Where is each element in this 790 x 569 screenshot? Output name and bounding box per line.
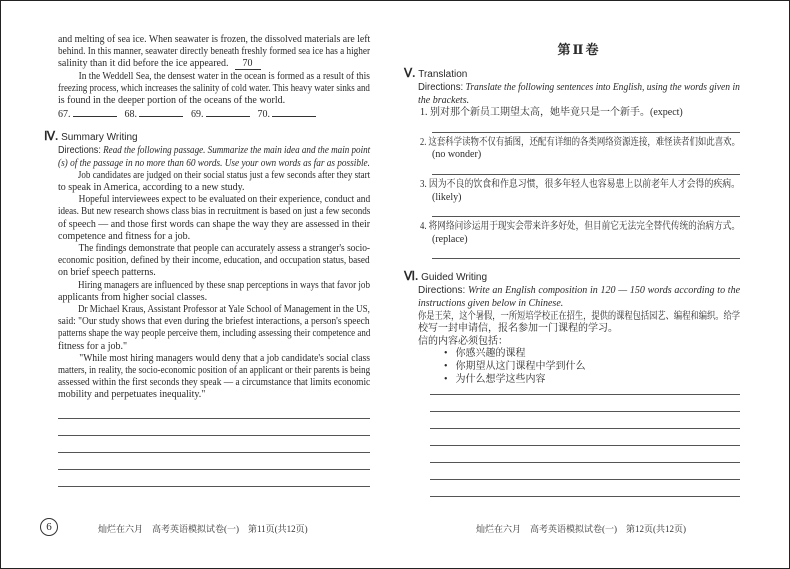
- directions-line: [58, 145, 371, 157]
- translation-sentence: [420, 107, 740, 120]
- bullet-icon: •: [444, 348, 448, 360]
- text-line: Hopeful interviewees expect to be evaluated on their experience, conduct and: [78, 194, 371, 206]
- directions-label: Directions:: [418, 285, 466, 297]
- section-title: Guided Writing: [421, 272, 488, 284]
- passage-paragraph: [58, 71, 370, 108]
- passage-paragraph: [58, 194, 370, 243]
- passage-paragraph: [58, 304, 370, 353]
- section-numeral: Ⅳ.: [44, 129, 59, 144]
- directions-line: [418, 285, 740, 298]
- passage-paragraph: [58, 170, 370, 194]
- text-line: and melting of sea ice. When seawater is frozen, the dissolved materials are left: [58, 34, 371, 45]
- section-title: Translation: [418, 69, 468, 80]
- section-6-heading: [404, 269, 740, 285]
- prompt-line: 校写一封申请信，报名参加一门课程的学习。: [418, 323, 618, 335]
- bullet-item: [418, 348, 740, 361]
- answer-blank-field[interactable]: [206, 107, 250, 117]
- item-number: 1.: [420, 107, 428, 119]
- directions-text: Write an English composition in 120 — 150 words according to the: [467, 285, 741, 297]
- footer-right: 灿烂在六月 高考英语模拟试卷(一) 第12页(共12页): [476, 524, 686, 534]
- blank-70: 70: [235, 58, 261, 70]
- translation-item: [418, 107, 740, 133]
- answer-line[interactable]: [432, 132, 740, 133]
- answer-blank-field[interactable]: [73, 107, 117, 117]
- answer-blank-label: 68.: [124, 109, 137, 121]
- text-line: assessed within the first seconds they speak — a circumstance that limits economic: [58, 377, 371, 389]
- item-hint: (replace): [432, 233, 468, 245]
- translation-sentence: [420, 178, 741, 192]
- text-line: applicants from higher social classes.: [58, 291, 208, 303]
- item-number: 2.: [420, 136, 427, 148]
- prompt-line: 信的内容必须包括：: [418, 335, 508, 347]
- bullet-text: 你感兴趣的课程: [455, 348, 526, 360]
- directions-line: [58, 157, 370, 170]
- item-text: 这套科学读物不仅有插图，还配有详细的各类网络资源连接，难怪读者们如此喜欢。: [428, 136, 740, 148]
- text-line: is found in the deeper portion of the oceans of the world.: [58, 95, 286, 107]
- text-line: matters, in reality, the socio-economic position of an applicant or their parents is being: [58, 365, 371, 377]
- section-4-directions: [58, 145, 370, 169]
- writing-line[interactable]: [58, 418, 370, 419]
- writing-prompt: [418, 311, 740, 349]
- text-line: patterns shape the way people perceive them, including assessing their competence and: [58, 328, 371, 340]
- writing-line[interactable]: [430, 394, 740, 395]
- answer-line[interactable]: [432, 258, 740, 259]
- text-line-content: salinity than it did before the ice appeared.: [58, 58, 229, 70]
- passage-paragraph: [58, 280, 370, 304]
- text-line: to speak in America, according to a new study.: [58, 182, 245, 194]
- section-4-heading: [44, 129, 370, 145]
- directions-line: [418, 298, 740, 311]
- answer-blank-field[interactable]: [139, 107, 183, 117]
- item-text: 将网络问诊运用于现实会带来许多好处，但目前它无法完全替代传统的治病方式。: [428, 221, 741, 233]
- text-line: behind. In this manner, seawater directly beneath freshly formed sea ice has a higher: [58, 46, 371, 58]
- answer-blank-label: 70.: [257, 109, 270, 121]
- translation-item: [418, 137, 740, 175]
- writing-line[interactable]: [430, 496, 740, 497]
- item-number: 3.: [420, 178, 427, 190]
- text-line: The findings demonstrate that people can accurately assess a stranger's socio-: [78, 243, 371, 255]
- writing-bullets: [418, 348, 740, 386]
- writing-line[interactable]: [430, 462, 740, 463]
- writing-line[interactable]: [58, 435, 370, 436]
- item-number: 4.: [420, 221, 427, 233]
- answer-blank-field[interactable]: [272, 107, 316, 117]
- section-6-directions: [418, 285, 740, 310]
- text-line: said: "Our study shows that even during the briefest interactions, a person's speech: [58, 316, 370, 328]
- text-line: Hiring managers are influenced by these snap perceptions in ways that favor job: [78, 279, 371, 291]
- text-line: Dr Michael Kraus, Assistant Professor at Yale School of Management in the US,: [77, 304, 370, 316]
- bullet-icon: •: [444, 360, 448, 372]
- page-badge: 6: [40, 518, 58, 536]
- directions-label: Directions:: [58, 145, 101, 157]
- footer-left: 灿烂在六月 高考英语模拟试卷(一) 第11页(共12页): [98, 524, 308, 534]
- text-line: ideas. But new research shows class bias in recruitment is based on just a few seconds: [58, 206, 371, 218]
- answer-lines: [58, 418, 370, 487]
- writing-line[interactable]: [430, 428, 740, 429]
- section-5-directions: [418, 82, 740, 107]
- bullet-icon: •: [444, 373, 448, 385]
- answer-blank-label: 67.: [58, 109, 71, 121]
- text-line: mobility and perpetuates inequality.": [58, 389, 206, 401]
- passage-paragraph: [58, 353, 370, 402]
- answer-lines: [418, 394, 740, 497]
- section-5-heading: [404, 66, 740, 82]
- passage-paragraph: [58, 243, 370, 280]
- answer-blank-label: 69.: [191, 109, 204, 121]
- text-line: fitness for a job.": [58, 340, 128, 352]
- directions-text: (s) of the passage in no more than 60 words. Use your own words as far as possible.: [58, 157, 370, 169]
- item-hint: (no wonder): [432, 149, 482, 161]
- bullet-text: 为什么想学这些内容: [455, 373, 546, 385]
- prompt-line: 你是王荣，这个暑假，一所短培学校正在招生，提供的课程包括园艺、编程和编织。给学: [418, 310, 740, 322]
- text-line: [58, 58, 370, 70]
- writing-line[interactable]: [430, 445, 740, 446]
- answer-line[interactable]: [432, 174, 740, 175]
- item-text: 别对那个新员工期望太高，她毕竟只是一个新手。(expect): [430, 107, 683, 119]
- left-page: [44, 34, 371, 503]
- section-title: Summary Writing: [61, 132, 138, 144]
- bullet-text: 你期望从这门课程中学到什么: [455, 360, 586, 372]
- answer-line[interactable]: [432, 216, 740, 217]
- translation-item: [418, 221, 740, 259]
- translation-items: [418, 107, 740, 259]
- bullet-item: [418, 374, 740, 387]
- text-line: Job candidates are judged on their social status just a few seconds after they start: [77, 169, 371, 181]
- directions-line: [418, 82, 740, 95]
- translation-item: [418, 179, 740, 217]
- writing-line[interactable]: [58, 469, 370, 470]
- directions-label: Directions:: [418, 82, 464, 93]
- writing-line[interactable]: [430, 479, 740, 480]
- passage-end: [58, 34, 370, 71]
- writing-line[interactable]: [430, 411, 740, 412]
- directions-text: Translate the following sentences into English, using the words given in: [465, 82, 740, 93]
- item-text: 因为不良的饮食和作息习惯，很多年轻人也容易患上以前老年人才会得的疾病。: [428, 178, 741, 190]
- section-numeral: Ⅴ.: [404, 66, 416, 80]
- writing-line[interactable]: [58, 486, 370, 487]
- answer-blanks: [58, 107, 370, 121]
- directions-text: instructions given below in Chinese.: [418, 297, 564, 309]
- text-line: freezing process, which increases the salinity of cold water. This heavy water sinks and: [58, 82, 370, 94]
- section-numeral: Ⅵ.: [404, 269, 419, 284]
- text-line: economic position, defined by their income, education, and occupation status, based: [58, 255, 370, 267]
- bullet-item: [418, 361, 740, 374]
- writing-line[interactable]: [58, 452, 370, 453]
- text-line: In the Weddell Sea, the densest water in the ocean is formed as a result of this: [78, 70, 370, 82]
- text-line: competence and fitness for a job.: [58, 230, 191, 242]
- translation-sentence: [420, 221, 741, 234]
- directions-line: [418, 95, 740, 108]
- directions-text: Read the following passage. Summarize the main idea and the main point: [103, 145, 371, 157]
- text-line: on brief speech patterns.: [58, 267, 156, 279]
- item-hint: (likely): [432, 191, 462, 203]
- summary-passage: [58, 170, 370, 402]
- directions-text: the brackets.: [418, 94, 470, 106]
- text-line: "While most hiring managers would deny that a job candidate's social class: [79, 352, 371, 364]
- part-title: 第Ⅱ卷: [557, 42, 601, 57]
- text-line: of speech — and those first words can shape the way they are assessed in their: [58, 218, 371, 230]
- translation-sentence: [420, 136, 740, 150]
- right-page: [404, 42, 741, 513]
